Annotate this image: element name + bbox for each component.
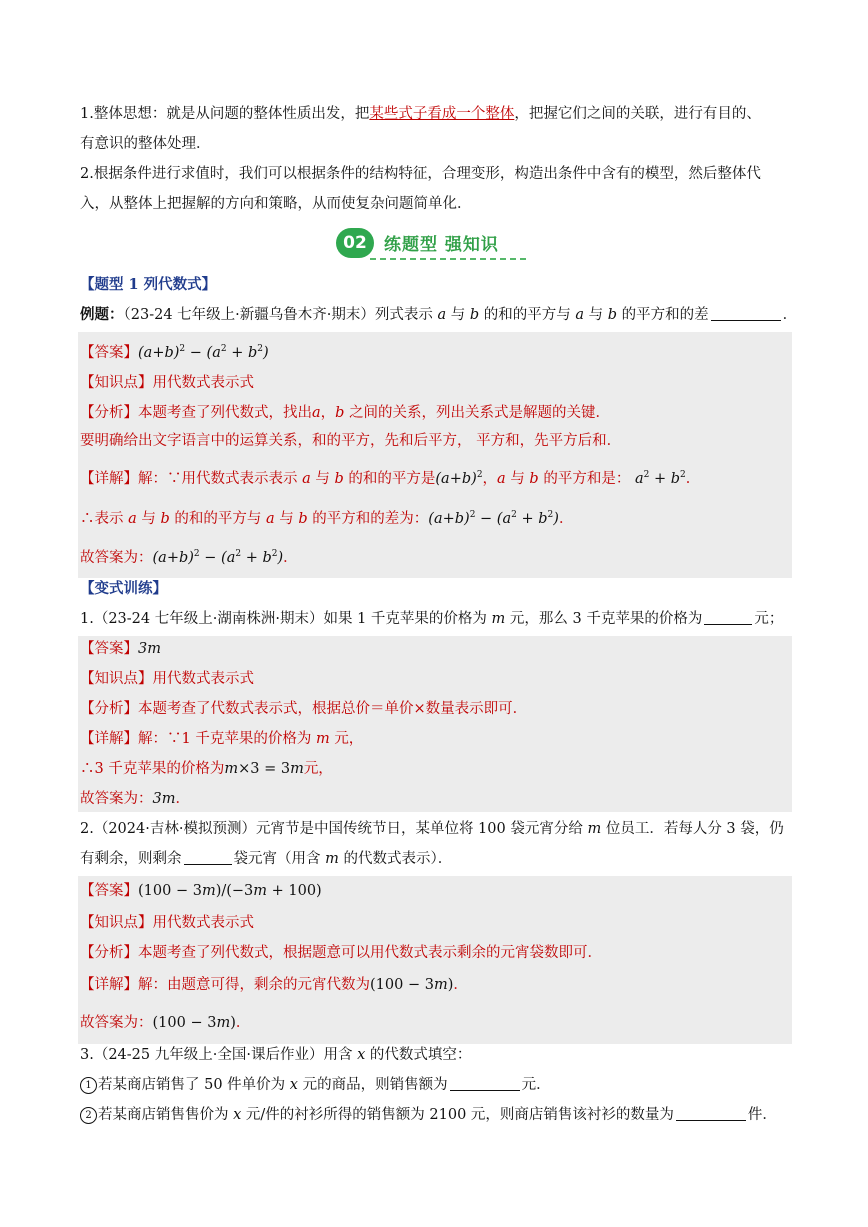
detail-text: 与 [279, 510, 294, 527]
final-text: 故答案为： [80, 1015, 153, 1031]
detail-text: 解：由题意可得，剩余的元宵代数为 [138, 977, 370, 993]
q2-text-1: 2.（2024·吉林·模拟预测）元宵节是中国传统节日，某单位将 100 袋元宵分给 m 位员工．若每人分 3 袋，仍 [80, 821, 784, 837]
answer-blank [184, 850, 232, 865]
circled-number-1: 1 [80, 1077, 97, 1094]
answer-blank [711, 306, 781, 321]
detail-text: 的和的平方与 [174, 510, 262, 527]
detail-text: 解：∵1 千克苹果的价格为 [138, 731, 312, 747]
intro-line-2: 有意识的整体处理． [80, 136, 211, 152]
answer-formula: (100 − 3m)/(−3m + 100) [138, 883, 322, 899]
detail-tag: 【详解】 [80, 470, 138, 487]
q3-sub-text: 若某商店销售售价为 [98, 1107, 229, 1123]
q1-answer [80, 638, 161, 660]
analysis-text: 本题考查了列代数式，根据题意可以用代数式表示剩余的元宵袋数即可． [138, 945, 602, 961]
intro-text: 1.整体思想：就是从问题的整体性质出发，把 [80, 106, 370, 122]
q3-text: 3.（24-25 九年级上·全国·课后作业）用含 x 的代数式填空： [80, 1047, 472, 1063]
example-text: 与 [450, 307, 466, 323]
circled-number-2: 2 [80, 1107, 97, 1124]
example-text: 的平方和的差 [621, 307, 709, 323]
q2-text-part: 有剩余，则剩余 [80, 851, 182, 867]
q3-sub-text: 元的商品，则销售额为 [302, 1077, 448, 1093]
detail-text: ∴表示 [80, 510, 124, 527]
banner-number-badge: 02 [336, 228, 374, 258]
detail-formula: (100 − 3m) [370, 977, 454, 993]
answer-formula: $(a+b)^2 - (a^2 + b^2)$ [138, 344, 269, 361]
q3-sub-text: 件． [747, 1107, 777, 1123]
intro-line-3: 2.根据条件进行求值时，我们可以根据条件的结构特征，合理变形，构造出条件中含有的模型，然后整体代 [80, 166, 761, 182]
q1-detail-1: 【详解】解：∵1 千克苹果的价格为 m 元， [80, 731, 364, 747]
example-knowledge [80, 372, 254, 394]
analysis-tag: 【分析】 [80, 701, 138, 717]
example-analysis: 【分析】本题考查了列代数式，找出a，b 之间的关系，列出关系式是解题的关键． [80, 405, 611, 421]
analysis-tag: 【分析】 [80, 945, 138, 961]
detail-text: 元， [303, 761, 333, 777]
example-detail-1: 【详解】解：∵用代数式表示表示 a 与 b 的和的平方是$(a+b)^2$，a 与 b 的平方和是： $a^2 + b^2$． [80, 470, 701, 487]
q2-text-part: 的代数式表示）． [343, 851, 453, 867]
banner-title: 练题型 强知识 [384, 235, 499, 255]
q3-text-part: 3.（24-25 九年级上·全国·课后作业）用含 [80, 1047, 353, 1063]
answer-tag: 【答案】 [80, 883, 138, 899]
q1-text-part: 元，那么 3 千克苹果的价格为 [509, 611, 703, 627]
detail-text: 与 [141, 510, 156, 527]
q1-knowledge [80, 668, 254, 690]
final-formula: $(a+b)^2 - (a^2 + b^2)$ [152, 549, 284, 566]
detail-text: ∴3 千克苹果的价格为 [80, 761, 225, 777]
knowledge-tag: 【知识点】 [80, 375, 153, 391]
example-label: 例题： [80, 306, 124, 323]
knowledge-text: 用代数式表示式 [152, 671, 254, 687]
q2-text-part: 位员工．若每人分 3 袋，仍 [605, 821, 784, 837]
detail-formula: $(a+b)^2 - (a^2 + b^2)$ [428, 510, 559, 527]
q2-detail: 【详解】解：由题意可得，剩余的元宵代数为(100 − 3m)． [80, 977, 468, 993]
example-solution-box [78, 332, 792, 578]
q3-sub-text: 若某商店销售了 50 件单价为 [98, 1077, 286, 1093]
final-formula: (100 − 3m) [152, 1015, 236, 1031]
answer-blank [450, 1076, 520, 1091]
section-banner [336, 228, 528, 262]
detail-text: 与 [315, 470, 330, 487]
final-text: 故答案为： [80, 549, 153, 566]
analysis-text: 本题考查了列代数式，找出 [138, 405, 312, 421]
q1-final: 故答案为：3m． [80, 791, 190, 807]
final-text: 故答案为： [80, 791, 153, 807]
detail-text: 的平方和是： [543, 470, 631, 487]
example-text: 与 [588, 307, 604, 323]
analysis-text: 本题考查了代数式表示式，根据总价＝单价×数量表示即可． [138, 701, 528, 717]
example-answer [80, 338, 269, 364]
q1-detail-2 [80, 758, 333, 780]
detail-formula: $(a+b)^2$ [435, 470, 483, 487]
variant-title: 【变式训练】 [80, 580, 167, 597]
final-value: 3m [152, 791, 176, 807]
detail-text: 元， [334, 731, 364, 747]
detail-tag: 【详解】 [80, 977, 138, 993]
answer-tag: 【答案】 [80, 641, 138, 657]
detail-formula: m×3 = 3m [224, 761, 304, 777]
example-text: ． [782, 307, 798, 323]
detail-text: 与 [510, 470, 525, 487]
q3-sub-text: 元/件的衬衫所得的销售额为 2100 元，则商店销售该衬衫的数量为 [245, 1107, 674, 1123]
q2-text-part: 2.（2024·吉林·模拟预测）元宵节是中国传统节日，某单位将 100 袋元宵分给 [80, 821, 583, 837]
intro-highlight: 某些式子看成一个整体 [369, 106, 515, 122]
example-analysis-2: 要明确给出文字语言中的运算关系，和的平方，先和后平方， 平方和，先平方后和． [80, 433, 622, 449]
q1-text: 1.（23-24 七年级上·湖南株洲·期末）如果 1 千克苹果的价格为 m 元，那么 3 千克苹果的价格为 元； [80, 611, 784, 627]
answer-blank [676, 1106, 746, 1121]
q2-text-part: 袋元宵（用含 [233, 851, 321, 867]
answer-blank [704, 610, 752, 625]
q2-analysis [80, 942, 602, 964]
q3-sub-1: 1 若某商店销售了 50 件单价为 x 元的商品，则销售额为 元． [80, 1074, 551, 1096]
knowledge-text: 用代数式表示式 [152, 915, 254, 931]
q2-final: 故答案为：(100 − 3m)． [80, 1015, 251, 1031]
q1-analysis [80, 698, 527, 720]
example-question: 例题：（23-24 七年级上·新疆乌鲁木齐·期末）列式表示 a 与 b 的和的平方与 a 与 b 的平方和的差 ． [80, 306, 798, 323]
example-detail-2: ∴表示 a 与 b 的和的平方与 a 与 b 的平方和的差为：$(a+b)^2 - (a^2 + b^2)$． [80, 510, 574, 527]
q1-text-part: 元； [754, 611, 784, 627]
section-title: 【题型 1 列代数式】 [80, 276, 217, 293]
answer-value: 3m [138, 641, 161, 657]
q2-answer [80, 880, 322, 902]
q3-sub-text: 元． [521, 1077, 551, 1093]
analysis-tag: 【分析】 [80, 405, 138, 421]
analysis-text: 之间的关系，列出关系式是解题的关键． [349, 405, 611, 421]
knowledge-text: 用代数式表示式 [152, 375, 254, 391]
detail-text: 的和的平方是 [348, 470, 436, 487]
intro-text: ，把握它们之间的关联，进行有目的、 [514, 106, 761, 122]
detail-tag: 【详解】 [80, 731, 138, 747]
detail-text: 的平方和的差为： [312, 510, 429, 527]
q3-sub-2: 2 若某商店销售售价为 x 元/件的衬衫所得的销售额为 2100 元，则商店销售该衬衫的数量为 件． [80, 1104, 777, 1126]
banner-underline [370, 258, 526, 260]
example-text: （23-24 七年级上·新疆乌鲁木齐·期末）列式表示 [123, 307, 433, 323]
q1-solution-box [78, 636, 792, 812]
knowledge-tag: 【知识点】 [80, 915, 153, 931]
answer-tag: 【答案】 [80, 344, 138, 361]
detail-text: 解：∵用代数式表示表示 [138, 470, 298, 487]
intro-line-1 [80, 103, 761, 125]
q2-text-2: 有剩余，则剩余 袋元宵（用含 m 的代数式表示）． [80, 851, 453, 867]
q3-text-part: 的代数式填空： [369, 1047, 472, 1063]
detail-formula: $a^2 + b^2$ [634, 470, 686, 487]
intro-line-4: 入，从整体上把握解的方向和策略，从而使复杂问题简单化． [80, 196, 472, 212]
q2-knowledge [80, 912, 254, 934]
q1-text-part: 1.（23-24 七年级上·湖南株洲·期末）如果 1 千克苹果的价格为 [80, 611, 487, 627]
example-text: 的和的平方与 [483, 307, 571, 323]
example-final: 故答案为：$(a+b)^2 - (a^2 + b^2)$． [80, 549, 298, 566]
knowledge-tag: 【知识点】 [80, 671, 153, 687]
